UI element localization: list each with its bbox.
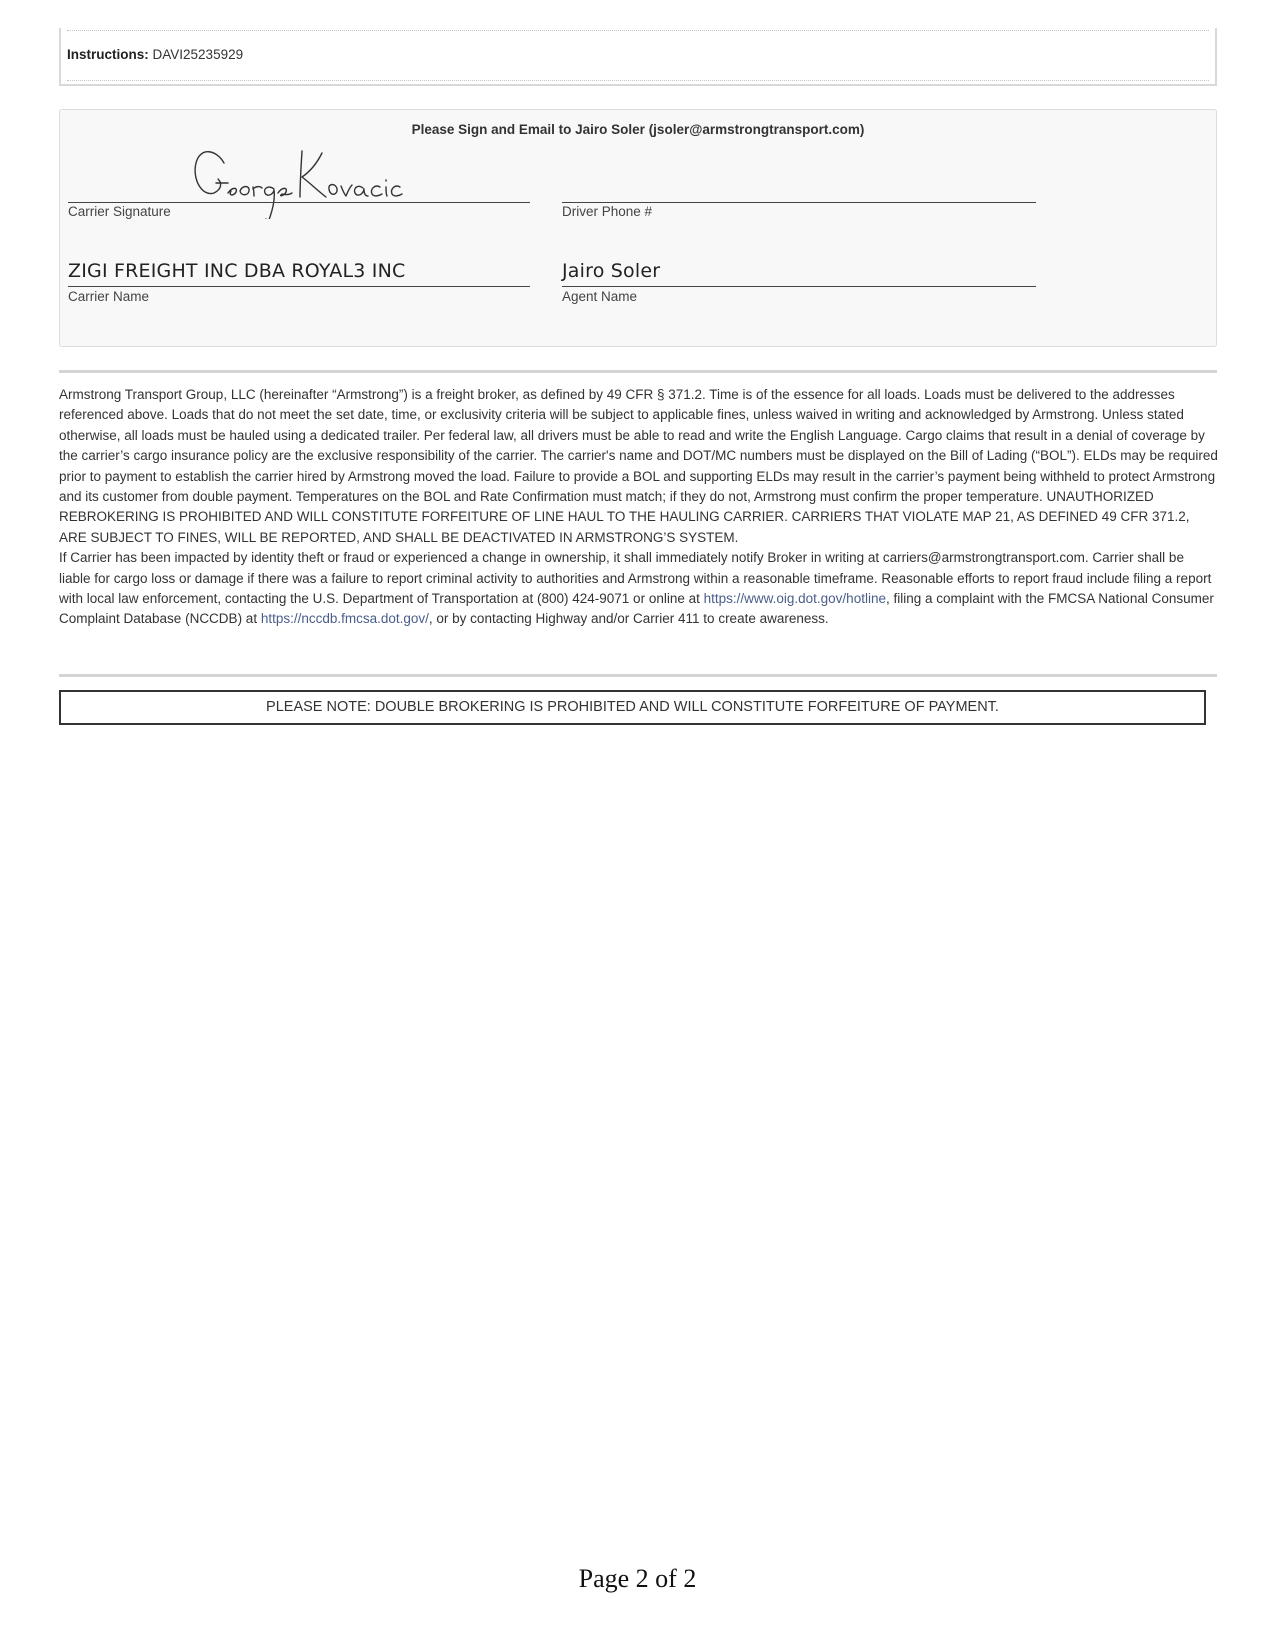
instructions-line	[67, 47, 243, 62]
terms-paragraph-2-part-1: If Carrier has been impacted by identity theft or fraud or experienced a change in ownership, it shall immediately notify Broker in writing at carriers@armstrongtransport.com. Carrier shall be liable for cargo loss or damage if there was a failure to report criminal activity to authorities and Armstrong within a reasonable timeframe. Reasonable efforts to report fraud include filing a report with local law enforcement, contacting the U.S. Department of Transportation at (800) 424-9071 or online at	[59, 550, 1212, 607]
double-brokering-notice: PLEASE NOTE: DOUBLE BROKERING IS PROHIBITED AND WILL CONSTITUTE FORFEITURE OF PAYMENT.	[59, 690, 1206, 725]
divider-rule-bottom	[59, 674, 1217, 677]
carrier-signature-line[interactable]	[68, 202, 530, 203]
signature-section	[59, 109, 1217, 347]
carrier-name-value[interactable]: ZIGI FREIGHT INC DBA ROYAL3 INC	[68, 260, 406, 282]
agent-name-line	[562, 286, 1036, 287]
oig-hotline-link[interactable]: https://www.oig.dot.gov/hotline	[703, 591, 886, 607]
page-number: Page 2 of 2	[578, 1564, 697, 1593]
terms-paragraph-1: Armstrong Transport Group, LLC (hereinafter “Armstrong”) is a freight broker, as defined by 49 CFR § 371.2. Time is of the essence for all loads. Loads must be delivered to the addresses referenced above. Loads that do not meet the set date, time, or exclusivity criteria will be subject to applicable fines, unless waived in writing and acknowledged by Armstrong. Unless stated otherwise, all loads must be hauled using a dedicated trailer. Per federal law, all drivers must be able to read and write the English Language. Cargo claims that result in a denial of coverage by the carrier’s cargo insurance policy are the exclusive responsibility of the carrier. The carrier's name and DOT/MC numbers must be displayed on the Bill of Lading (“BOL”). ELDs may be required prior to payment to establish the carrier hired by Armstrong moved the load. Failure to provide a BOL and supporting ELDs may result in the carrier’s payment being withheld to protect Armstrong and its customer from double payment. Temperatures on the BOL and Rate Confirmation must match; if they do not, Armstrong must confirm the proper temperature. UNAUTHORIZED REBROKERING IS PROHIBITED AND WILL CONSTITUTE FORFEITURE OF LINE HAUL TO THE HAULING CARRIER. CARRIERS THAT VIOLATE MAP 21, AS DEFINED 49 CFR 371.2, ARE SUBJECT TO FINES, WILL BE REPORTED, AND SHALL BE DEACTIVATED IN ARMSTRONG’S SYSTEM.	[59, 387, 1218, 545]
terms-paragraph-2-part-2: , filing a complaint with the FMCSA National Consumer Complaint Database (NCCDB) at	[59, 591, 1214, 627]
terms-paragraph-2-part-3: , or by contacting Highway and/or Carrier 411 to create awareness.	[428, 611, 829, 627]
sign-header: Please Sign and Email to Jairo Soler (jsoler@armstrongtransport.com)	[411, 122, 865, 137]
carrier-name-label: Carrier Name	[68, 289, 150, 304]
carrier-signature-label: Carrier Signature	[68, 204, 171, 219]
instructions-box	[59, 28, 1217, 86]
carrier-signature-image	[132, 139, 412, 219]
instructions-label: Instructions:	[67, 47, 149, 62]
driver-phone-line[interactable]	[562, 202, 1036, 203]
carrier-name-line	[68, 286, 530, 287]
instructions-value: DAVI25235929	[152, 47, 244, 62]
nccdb-link[interactable]: https://nccdb.fmcsa.dot.gov/	[260, 611, 429, 627]
divider-rule-top	[59, 370, 1217, 373]
terms-paragraph-2	[59, 548, 1219, 630]
agent-name-label: Agent Name	[562, 289, 638, 304]
agent-name-value[interactable]: Jairo Soler	[562, 260, 661, 282]
dotted-divider-bottom	[67, 80, 1209, 81]
dotted-divider-top	[67, 30, 1209, 31]
driver-phone-label: Driver Phone #	[562, 204, 653, 219]
terms-text	[59, 385, 1219, 630]
